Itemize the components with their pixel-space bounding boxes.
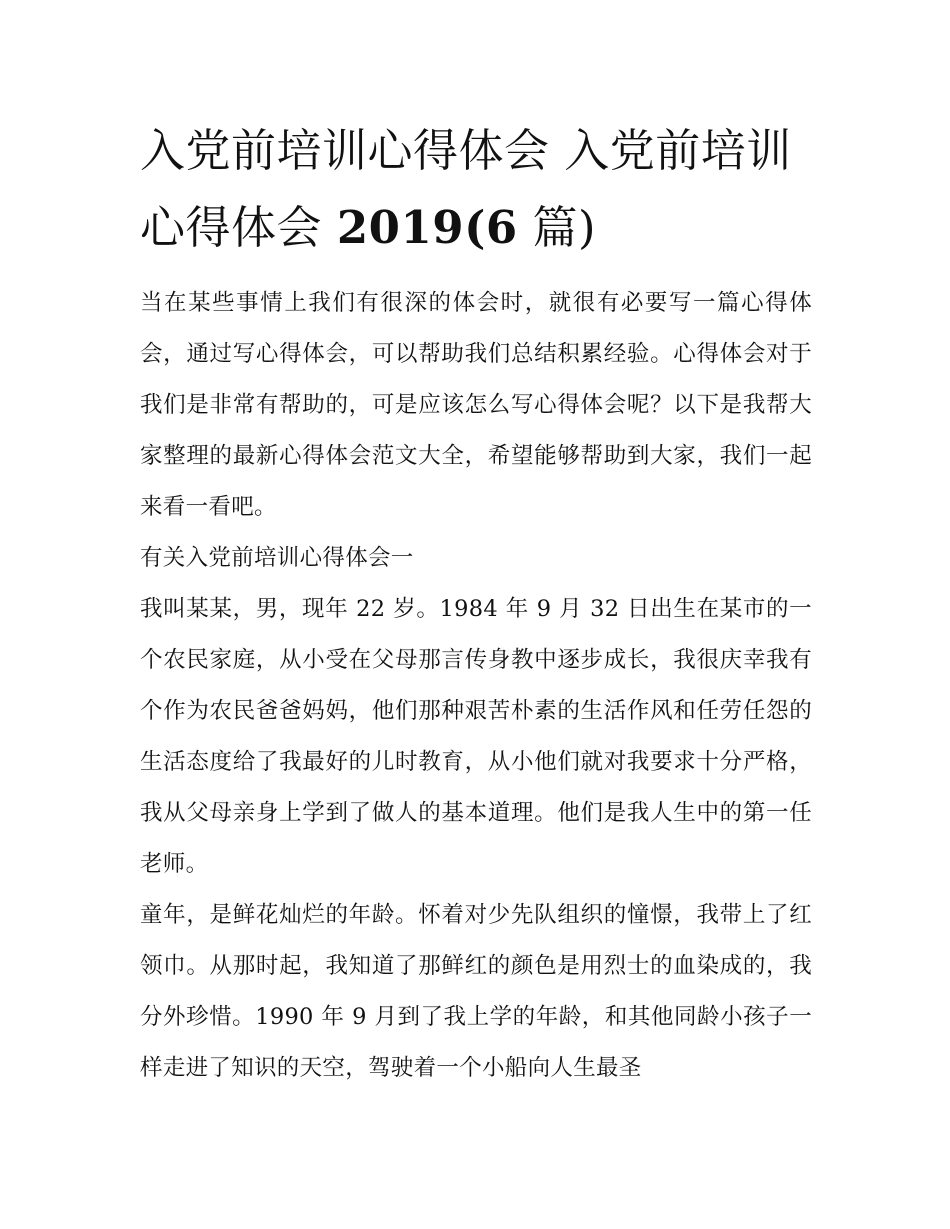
section-heading: 有关入党前培训心得体会一 bbox=[140, 545, 414, 571]
intro-paragraph: 当在某些事情上我们有很深的体会时，就很有必要写一篇心得体会，通过写心得体会，可以帮助我们总结积累经验。心得体会对于我们是非常有帮助的，可是应该怎么写心得体会呢？以下是我帮大家整理的最新心得体会范文大全，希望能够帮助到大家，我们一起来看一看吧。 bbox=[140, 290, 812, 520]
title-year: 2019(6 bbox=[336, 201, 518, 254]
document-title bbox=[140, 112, 812, 266]
title-text: 入党前培训心得体会 入党前培训心得体会 bbox=[140, 124, 792, 254]
body-paragraph-1: 我叫某某，男，现年 22 岁。1984 年 9 月 32 日出生在某市的一个农民家庭，从小受在父母那言传身教中逐步成长，我很庆幸我有个作为农民爸爸妈妈，他们那种艰苦朴素的生活作风和任劳任怨的生活态度给了我最好的儿时教育，从小他们就对我要求十分严格，我从父母亲身上学到了做人的基本道理。他们是我人生中的第一任老师。 bbox=[140, 596, 812, 877]
title-tail: 篇) bbox=[517, 201, 597, 254]
document-page bbox=[140, 112, 812, 1094]
body-paragraph-2: 童年，是鲜花灿烂的年龄。怀着对少先队组织的憧憬，我带上了红领巾。从那时起，我知道了那鲜红的颜色是用烈士的血染成的，我分外珍惜。1990 年 9 月到了我上学的年龄，和其他同龄小孩子一样走进了知识的天空，驾驶着一个小船向人生最圣 bbox=[140, 902, 812, 1081]
